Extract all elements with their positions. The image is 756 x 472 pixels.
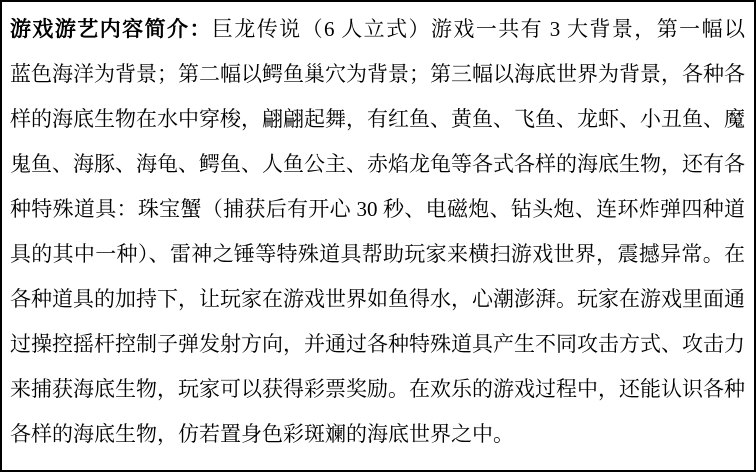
paragraph-text: 巨龙传说（6 人立式）游戏一共有 3 大背景，第一幅以 [211,17,745,41]
paragraph-line-9: 来捕获海底生物，玩家可以获得彩票奖励。在欢乐的游戏过程中，还能认识各种 [10,377,745,401]
game-intro-paragraph [10,7,745,457]
paragraph-line-1 [10,7,745,52]
paragraph-line-5: 种特殊道具：珠宝蟹（捕获后有开心 30 秒、电磁炮、钻头炮、连环炸弹四种道 [10,197,745,221]
section-heading: 游戏游艺内容简介： [10,17,212,41]
paragraph-line-10: 各样的海底生物，仿若置身色彩斑斓的海底世界之中。 [10,422,514,446]
paragraph-line-6: 具的其中一种）、雷神之锤等特殊道具帮助玩家来横扫游戏世界，震撼异常。在 [10,242,745,266]
paragraph-line-8: 过操控摇杆控制子弹发射方向，并通过各种特殊道具产生不同攻击方式、攻击力 [10,332,745,356]
paragraph-line-7: 各种道具的加持下，让玩家在游戏世界如鱼得水，心潮澎湃。玩家在游戏里面通 [10,287,745,311]
paragraph-line-4: 鬼鱼、海豚、海龟、鳄鱼、人鱼公主、赤焰龙龟等各式各样的海底生物，还有各 [10,152,745,176]
paragraph-line-3: 样的海底生物在水中穿梭，翩翩起舞，有红鱼、黄鱼、飞鱼、龙虾、小丑鱼、魔 [10,107,745,131]
paragraph-line-2: 蓝色海洋为背景；第二幅以鳄鱼巢穴为背景；第三幅以海底世界为背景，各种各 [10,62,745,86]
